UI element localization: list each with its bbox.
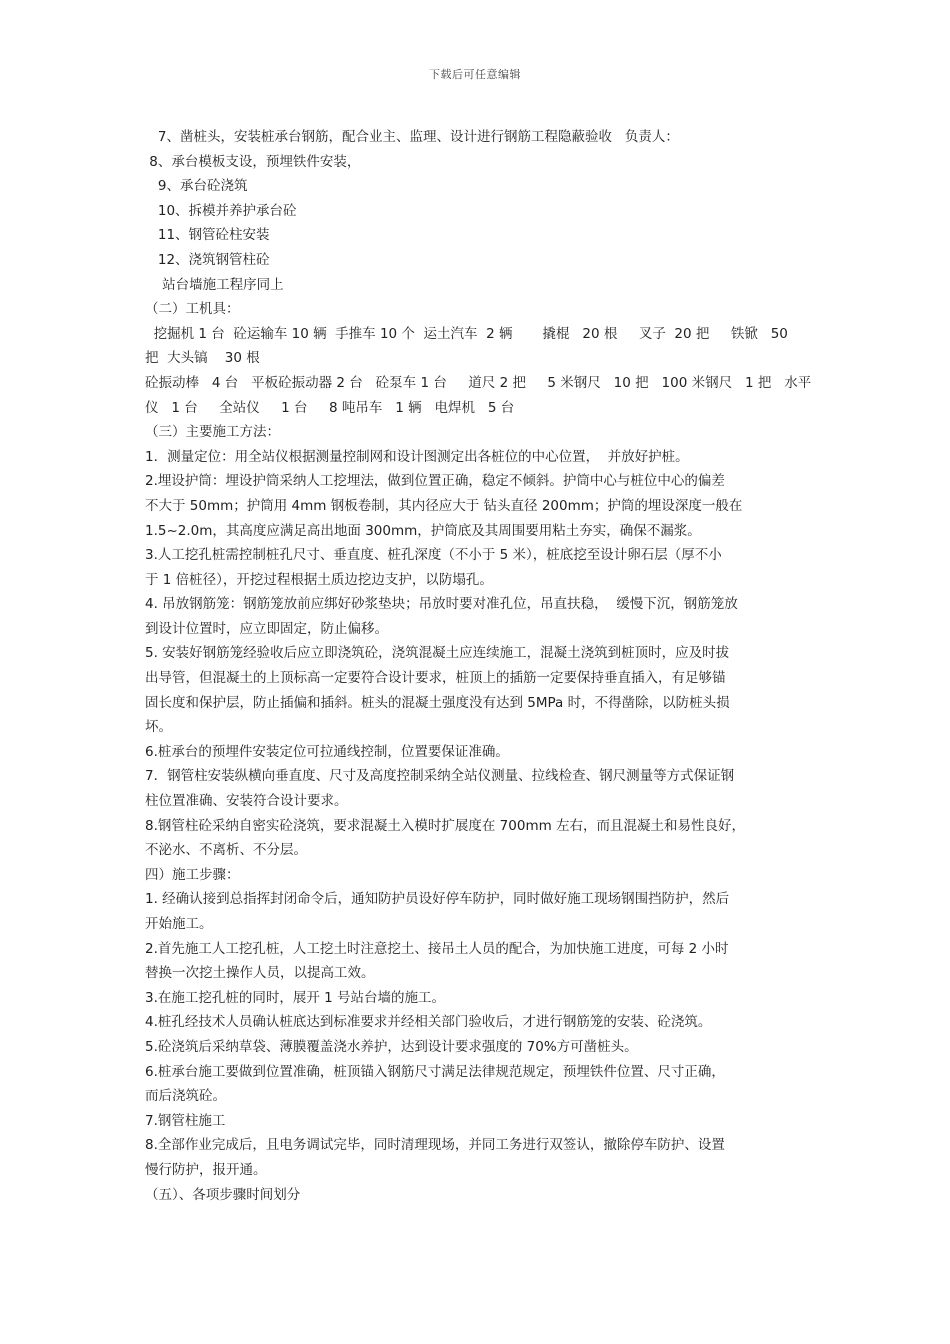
text-line: 1．测量定位：用全站仪根据测量控制网和设计图测定出各桩位的中心位置， 并放好护桩。 xyxy=(145,448,689,465)
text-line: 5. 安装好钢筋笼经验收后应立即浇筑砼，浇筑混凝土应连续施工，混凝土浇筑到桩顶时，应及时拔 xyxy=(145,645,730,662)
text-line: 9、承台砼浇筑 xyxy=(145,178,248,195)
text-line: 4.桩孔经技术人员确认桩底达到标准要求并经相关部门验收后，才进行钢筋笼的安装、砼浇筑。 xyxy=(145,1014,712,1031)
text-line: 7.钢管柱施工 xyxy=(145,1112,226,1129)
text-line: 2.埋设护筒：埋设护筒采纳人工挖埋法，做到位置正确，稳定不倾斜。护筒中心与桩位中心的偏差 xyxy=(145,473,725,490)
text-line: 7、凿桩头，安装桩承台钢筋，配合业主、监理、设计进行钢筋工程隐蔽验收 负责人： xyxy=(145,129,679,145)
text-line: 11、钢管砼柱安装 xyxy=(145,227,270,244)
document-body xyxy=(145,125,812,1207)
text-line: （五）、各项步骤时间划分 xyxy=(145,1186,301,1203)
text-line: 5.砼浇筑后采纳草袋、薄膜覆盖浇水养护，达到设计要求强度的 70%方可凿桩头。 xyxy=(145,1038,638,1055)
text-line: 6.桩承台施工要做到位置准确，桩顶锚入钢筋尺寸满足法律规范规定，预埋铁件位置、尺寸正确， xyxy=(145,1063,725,1080)
text-line: 而后浇筑砼。 xyxy=(145,1088,226,1105)
text-line: 固长度和保护层，防止插偏和插斜。桩头的混凝土强度没有达到 5MPa 时，不得凿除，以防桩头损 xyxy=(145,694,730,711)
text-line: 替换一次挖土操作人员，以提高工效。 xyxy=(145,965,375,982)
page-header: 下载后可任意编辑 xyxy=(429,68,521,81)
text-line: 仪 1 台 全站仪 1 台 8 吨吊车 1 辆 电焊机 5 台 xyxy=(145,399,515,416)
text-line: 坏。 xyxy=(145,719,172,736)
text-line: 慢行防护，报开通。 xyxy=(145,1161,267,1178)
text-line: 8.全部作业完成后，且电务调试完毕，同时清理现场，并同工务进行双签认，撤除停车防护、设置 xyxy=(145,1137,725,1154)
text-line: 4. 吊放钢筋笼：钢筋笼放前应绑好砂浆垫块；吊放时要对准孔位，吊直扶稳， 缓慢下沉，钢筋笼放 xyxy=(145,596,738,613)
text-line: 砼振动棒 4 台 平板砼振动器 2 台 砼泵车 1 台 道尺 2 把 5 米钢尺 10 把 100 米钢尺 1 把 水平 xyxy=(145,374,812,391)
text-line: 1.5~2.0m，其高度应满足高出地面 300mm，护筒底及其周围要用粘土夯实，确保不漏浆。 xyxy=(145,522,701,539)
text-line: 3.在施工挖孔桩的同时，展开 1 号站台墙的施工。 xyxy=(145,989,446,1006)
text-line: 12、浇筑钢管柱砼 xyxy=(145,251,270,268)
text-line: 2.首先施工人工挖孔桩，人工挖土时注意挖土、接吊土人员的配合，为加快施工进度，可每 2 小时 xyxy=(145,940,729,957)
text-line: 四）施工步骤： xyxy=(145,866,240,883)
text-line: 6.桩承台的预埋件安装定位可拉通线控制，位置要保证准确。 xyxy=(145,743,509,760)
text-line: 8、承台模板支设，预埋铁件安装， xyxy=(145,153,361,170)
text-line: 把 大头镐 30 根 xyxy=(145,350,260,367)
text-line: 到设计位置时，应立即固定，防止偏移。 xyxy=(145,620,388,637)
text-line: 3.人工挖孔桩需控制桩孔尺寸、垂直度、桩孔深度（不小于 5 米），桩底挖至设计卵石层（厚不小 xyxy=(145,547,722,564)
text-line: 挖掘机 1 台 砼运输车 10 辆 手推车 10 个 运土汽车 2 辆 撬棍 20 根 叉子 20 把 铁锨 50 xyxy=(145,325,788,342)
text-line: 7．钢管柱安装纵横向垂直度、尺寸及高度控制采纳全站仪测量、拉线检查、钢尺测量等方式保证钢 xyxy=(145,768,735,785)
text-line: 出导管，但混凝土的上顶标高一定要符合设计要求，桩顶上的插筋一定要保持垂直插入，有足够锚 xyxy=(145,670,726,687)
text-line: 不大于 50mm；护筒用 4mm 钢板卷制，其内径应大于 钻头直径 200mm；护筒的埋设深度一般在 xyxy=(145,497,743,514)
text-line: 开始施工。 xyxy=(145,916,213,932)
text-line: 不泌水、不离析、不分层。 xyxy=(145,842,307,859)
text-line: 站台墙施工程序同上 xyxy=(145,276,284,293)
text-line: 10、拆模并养护承台砼 xyxy=(145,202,297,219)
text-line: 于 1 倍桩径），开挖过程根据土质边挖边支护，以防塌孔。 xyxy=(145,571,493,588)
text-line: 8.钢管柱砼采纳自密实砼浇筑，要求混凝土入模时扩展度在 700mm 左右，而且混凝土和易性良好， xyxy=(145,817,746,834)
text-line: （三）主要施工方法： xyxy=(145,424,280,441)
text-line: 柱位置准确、安装符合设计要求。 xyxy=(145,793,348,810)
text-line: 1. 经确认接到总指挥封闭命令后，通知防护员设好停车防护，同时做好施工现场钢围挡防护，然后 xyxy=(145,891,730,908)
text-line: （二）工机具： xyxy=(145,301,240,318)
